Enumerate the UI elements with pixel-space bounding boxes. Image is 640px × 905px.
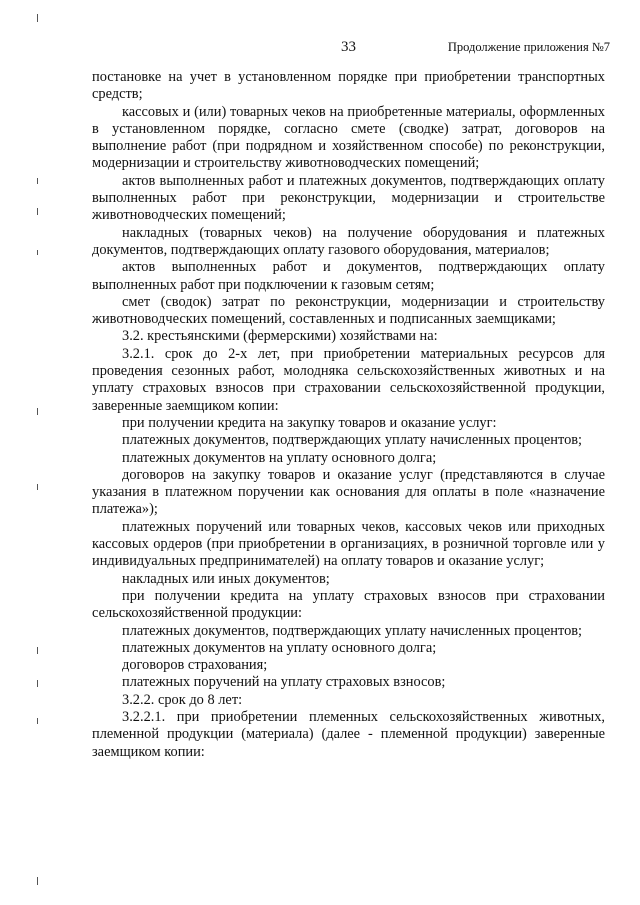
paragraph: платежных поручений на уплату страховых взносов; <box>122 674 446 691</box>
paragraph: при получении кредита на уплату страховых взносов при страховании сельскохозяйственной продукции: <box>92 587 605 622</box>
scan-margin-mark <box>37 208 38 215</box>
scan-margin-mark <box>37 178 38 184</box>
scan-margin-mark <box>37 250 38 255</box>
paragraph: накладных или иных документов; <box>122 570 330 587</box>
scan-margin-mark <box>37 680 38 687</box>
paragraph: платежных документов, подтверждающих уплату начисленных процентов; <box>122 432 583 449</box>
paragraph: актов выполненных работ и документов, подтверждающих оплату выполненных работ при подключении к газовым сетям; <box>92 259 605 293</box>
scan-margin-mark <box>37 484 38 490</box>
paragraph: смет (сводок) затрат по реконструкции, модернизации и строительству животноводческих помещений, составленных и подписанных заемщиками; <box>92 293 605 328</box>
scan-margin-mark <box>37 877 38 885</box>
paragraph: постановке на учет в установленном порядке при приобретении транспортных средств; <box>92 69 605 103</box>
paragraph: платежных документов на уплату основного долга; <box>122 449 437 466</box>
running-head: Продолжение приложения №7 <box>447 40 610 54</box>
page-number: 33 <box>341 39 356 55</box>
paragraph: актов выполненных работ и платежных документов, подтверждающих оплату выполненных работ при реконструкции, модернизации и строительстве животноводческих помещений; <box>92 172 605 224</box>
paragraph: платежных поручений или товарных чеков, кассовых чеков или приходных кассовых ордеров (при приобретении в организациях, в розничной торговле или у индивидуальных предпринимателей) на оплату товаров и оказание услуг; <box>92 518 605 570</box>
scan-margin-mark <box>37 408 38 415</box>
paragraph: 3.2.1. срок до 2-х лет, при приобретении материальных ресурсов для проведения сезонных работ, молодняка сельскохозяйственных животных и на уплату страховых взносов при страховании сельскохозяйственной продукции, заверенные заемщиком копии: <box>92 345 605 414</box>
paragraph: договоров страхования; <box>122 657 268 674</box>
scan-margin-mark <box>37 14 38 22</box>
scan-margin-mark <box>37 647 38 654</box>
paragraph: 3.2.2. срок до 8 лет: <box>122 691 243 708</box>
paragraph: накладных (товарных чеков) на получение оборудования и платежных документов, подтверждающих оплату газового оборудования, материалов; <box>92 224 605 258</box>
paragraph: 3.2.2.1. при приобретении племенных сельскохозяйственных животных, племенной продукции (материала) (далее - племенной продукции) заверенные заемщиком копии: <box>92 708 605 760</box>
paragraph: при получении кредита на закупку товаров и оказание услуг: <box>122 414 497 431</box>
document-body <box>92 69 605 761</box>
paragraph: договоров на закупку товаров и оказание услуг (представляются в случае указания в платежном поручении как основания для оплаты в поле «назначение платежа»); <box>92 466 605 518</box>
scan-margin-mark <box>37 718 38 724</box>
paragraph: 3.2. крестьянскими (фермерскими) хозяйствами на: <box>122 328 438 345</box>
paragraph: платежных документов на уплату основного долга; <box>122 639 437 656</box>
paragraph: кассовых и (или) товарных чеков на приобретенные материалы, оформленных в установленном порядке, согласно смете (сводке) затрат, договоров на выполнение работ (при подрядном и хозяйственном способе) по реконструкции, модернизации и строительству животноводческих помещений; <box>92 103 605 172</box>
paragraph: платежных документов, подтверждающих уплату начисленных процентов; <box>122 622 583 639</box>
